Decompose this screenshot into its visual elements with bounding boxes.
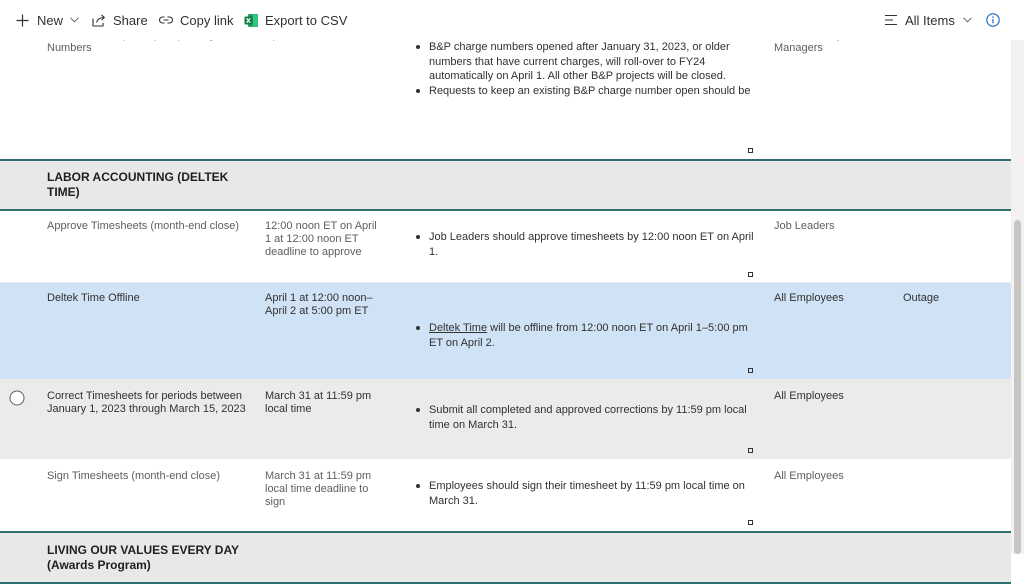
row-notes xyxy=(414,230,759,259)
note-bullet: Employees should sign their timesheet by 11:59 pm local time on March 31. xyxy=(414,479,759,508)
row-audience: Managers xyxy=(774,42,823,54)
note-bullet: B&P charge numbers opened after January 31, 2023, or older numbers that have current charges, will roll-over to FY24 automatically on April 1. All other B&P projects will be closed. xyxy=(414,40,759,84)
row-audience: All Employees xyxy=(774,292,844,304)
view-label: All Items xyxy=(905,12,955,28)
view-filter-icon xyxy=(884,14,898,26)
copy-link-label: Copy link xyxy=(180,12,234,28)
row-date: 12:00 noon ET on April 1 at 12:00 noon ET deadline to approve xyxy=(265,220,377,258)
note-bullet xyxy=(414,321,759,350)
group-title: LABOR ACCOUNTING (DELTEK TIME) xyxy=(47,170,229,199)
expand-notes-icon[interactable] xyxy=(748,520,753,525)
group-title: LIVING OUR VALUES EVERY DAY (Awards Program) xyxy=(47,543,239,572)
group-header[interactable] xyxy=(0,531,1011,584)
info-icon xyxy=(986,13,1000,27)
row-audience: All Employees xyxy=(774,470,844,482)
scrollbar-thumb[interactable] xyxy=(1014,220,1021,554)
vertical-scrollbar[interactable] xyxy=(1011,40,1024,554)
note-bullet: Requests to keep an existing B&P charge number open should be xyxy=(414,84,759,99)
expand-notes-icon[interactable] xyxy=(748,448,753,453)
plus-icon xyxy=(16,14,29,27)
list-row[interactable] xyxy=(0,29,1011,159)
row-date: March 31 at 11:59 pm local time deadline to sign xyxy=(265,470,372,508)
note-text: will be offline from 12:00 noon ET on April 1–5:00 pm ET on April 2. xyxy=(429,322,748,349)
list-view xyxy=(0,40,1011,572)
row-notes xyxy=(414,40,759,98)
deltek-time-link[interactable]: Deltek Time xyxy=(429,322,488,334)
row-date: March 31 at 11:59 pm local time xyxy=(265,390,372,415)
note-bullet: Job Leaders should approve timesheets by 12:00 noon ET on April 1. xyxy=(414,230,759,259)
expand-notes-icon[interactable] xyxy=(748,272,753,277)
list-row[interactable] xyxy=(0,459,1011,531)
row-date: April 1 at 12:00 noon–April 2 at 5:00 pm ET xyxy=(265,292,373,317)
share-icon xyxy=(92,14,106,27)
row-audience: Job Leaders xyxy=(774,220,835,232)
share-button[interactable] xyxy=(92,0,148,40)
expand-notes-icon[interactable] xyxy=(748,148,753,153)
row-notes xyxy=(414,403,759,432)
row-title[interactable]: Numbers xyxy=(47,42,92,54)
link-icon xyxy=(159,15,173,25)
view-switcher-button[interactable] xyxy=(884,0,972,40)
list-row-hover[interactable] xyxy=(0,379,1011,459)
share-label: Share xyxy=(113,12,148,28)
list-row[interactable] xyxy=(0,211,1011,283)
export-csv-label: Export to CSV xyxy=(265,12,348,28)
row-type: Outage xyxy=(903,292,940,304)
row-notes xyxy=(414,321,759,350)
row-title[interactable]: Deltek Time Offline xyxy=(47,292,140,304)
row-title[interactable]: Approve Timesheets (month-end close) xyxy=(47,220,239,232)
chevron-down-icon xyxy=(70,17,79,23)
export-csv-button[interactable] xyxy=(244,0,347,40)
copy-link-button[interactable] xyxy=(159,0,233,40)
command-bar xyxy=(0,0,1024,40)
list-rows xyxy=(0,29,1011,584)
row-title[interactable]: Sign Timesheets (month-end close) xyxy=(47,470,221,482)
row-notes xyxy=(414,479,759,508)
expand-notes-icon[interactable] xyxy=(748,368,753,373)
excel-icon xyxy=(244,13,259,28)
note-bullet: Submit all completed and approved corrections by 11:59 pm local time on March 31. xyxy=(414,403,759,432)
new-button[interactable] xyxy=(16,0,79,40)
new-label: New xyxy=(37,12,64,28)
row-title[interactable]: Correct Timesheets for periods between January 1, 2023 through March 15, 2023 xyxy=(47,390,246,415)
group-header[interactable] xyxy=(0,159,1011,211)
info-button[interactable] xyxy=(986,0,1000,40)
radio-circle-icon[interactable] xyxy=(9,390,25,411)
chevron-down-icon xyxy=(963,17,972,23)
list-row-selected[interactable] xyxy=(0,283,1011,379)
row-audience: All Employees xyxy=(774,390,844,402)
